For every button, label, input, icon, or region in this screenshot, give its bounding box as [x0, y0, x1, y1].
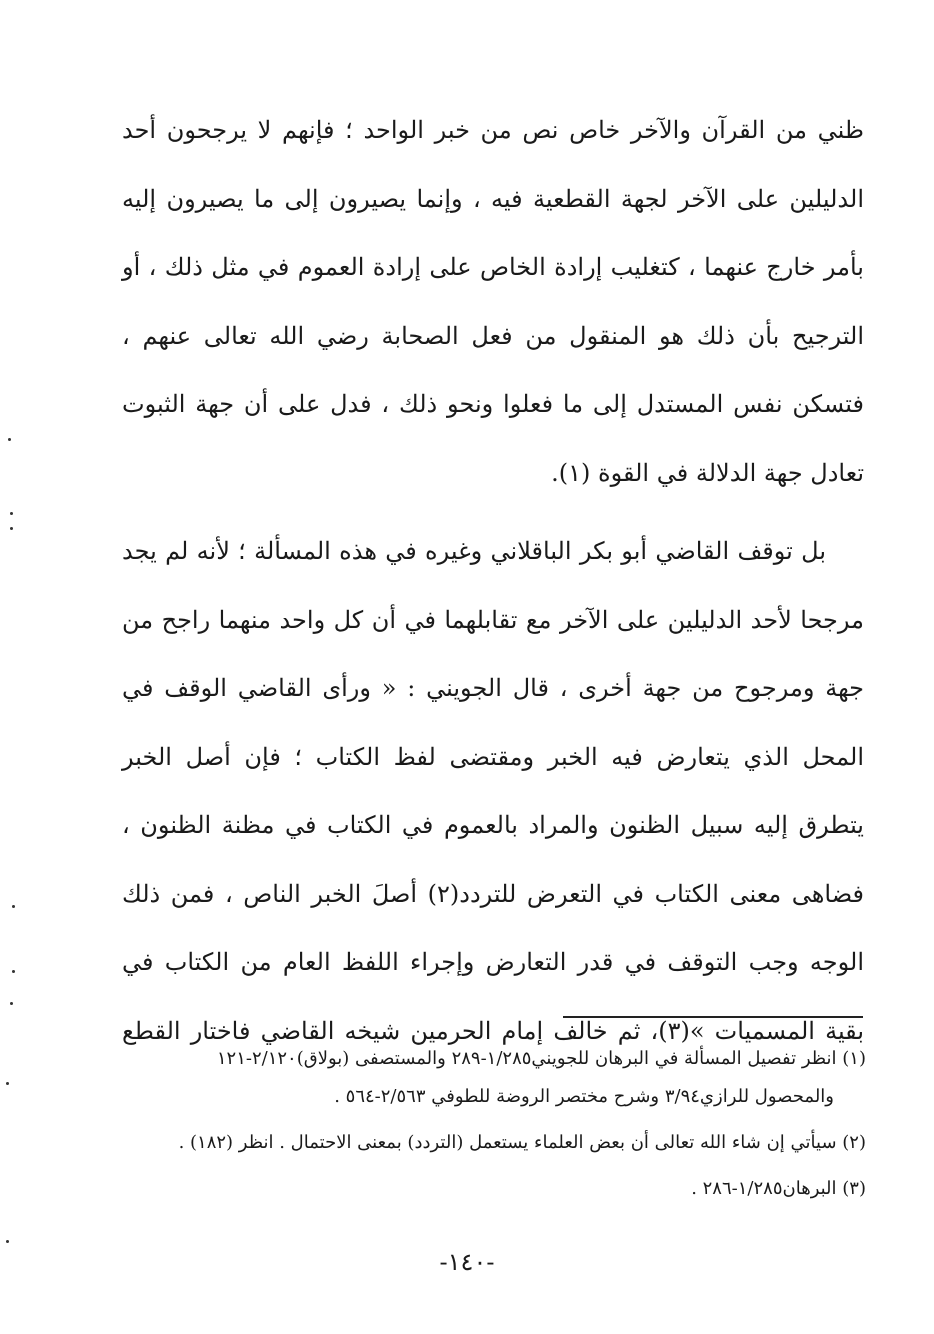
page-number: -١٤٠- [439, 1248, 495, 1276]
footnote-3: (٣) البرهان١/٢٨٥-٢٨٦ . [691, 1178, 866, 1199]
main-text [122, 96, 864, 1065]
scan-speck [10, 512, 13, 515]
scan-speck [8, 438, 11, 441]
scan-speck [10, 527, 13, 530]
scan-speck [12, 970, 15, 973]
scan-speck [6, 1082, 9, 1085]
footnote-2: (٢) سيأتي إن شاء الله تعالى أن بعض العلماء يستعمل (التردد) بمعنى الاحتمال . انظر (١٨٢) . [178, 1132, 866, 1153]
footnote-1-line-1: (١) انظر تفصيل المسألة في البرهان للجويني١/٢٨٥-٢٨٩ والمستصفى (بولاق)٢/١٢٠-١٢١ [216, 1048, 866, 1069]
footnote-1-line-2: والمحصول للرازي٣/٩٤ وشرح مختصر الروضة للطوفي ٢/٥٦٣-٥٦٤ . [334, 1086, 834, 1107]
scan-speck [6, 1240, 9, 1243]
footnote-separator [563, 1016, 863, 1018]
paragraph-2: بل توقف القاضي أبو بكر الباقلاني وغيره في هذه المسألة ؛ لأنه لم يجد مرجحا لأحد الدليلين على الآخر مع تقابلهما في أن كل واحد منهما راجح من جهة ومرجوح من جهة أخرى ، قال الجويني : « ورأى القاضي الوقف في المحل الذي يتعارض فيه الخبر ومقتضى لفظ الكتاب ؛ فإن أصل الخبر يتطرق إليه سبيل الظنون والمراد بالعموم في الكتاب في مظنة الظنون ، فضاهى معنى الكتاب في التعرض للتردد(٢) أصلَ الخبر الناص ، فمن ذلك الوجه وجب التوقف في قدر التعارض وإجراء اللفظ العام من الكتاب في بقية المسميات »(٣)، ثم خالف إمام الحرمين شيخه القاضي فاختار القطع [122, 537, 865, 1045]
scan-speck [12, 905, 15, 908]
paragraph-1: ظني من القرآن والآخر خاص نص من خبر الواحد ؛ فإنهم لا يرجحون أحد الدليلين على الآخر لجهة القطعية فيه ، وإنما يصيرون إلى ما يصيرون إليه بأمر خارج عنهما ، كتغليب إرادة الخاص على إرادة العموم في مثل ذلك ، أو الترجيح بأن ذلك هو المنقول من فعل الصحابة رضي الله تعالى عنهم ، فتسكن نفس المستدل إلى ما فعلوا ونحو ذلك ، فدل على أن جهة الثبوت تعادل جهة الدلالة في القوة (١). [122, 116, 864, 487]
footnotes [122, 1040, 866, 1208]
scan-speck [10, 1002, 13, 1005]
